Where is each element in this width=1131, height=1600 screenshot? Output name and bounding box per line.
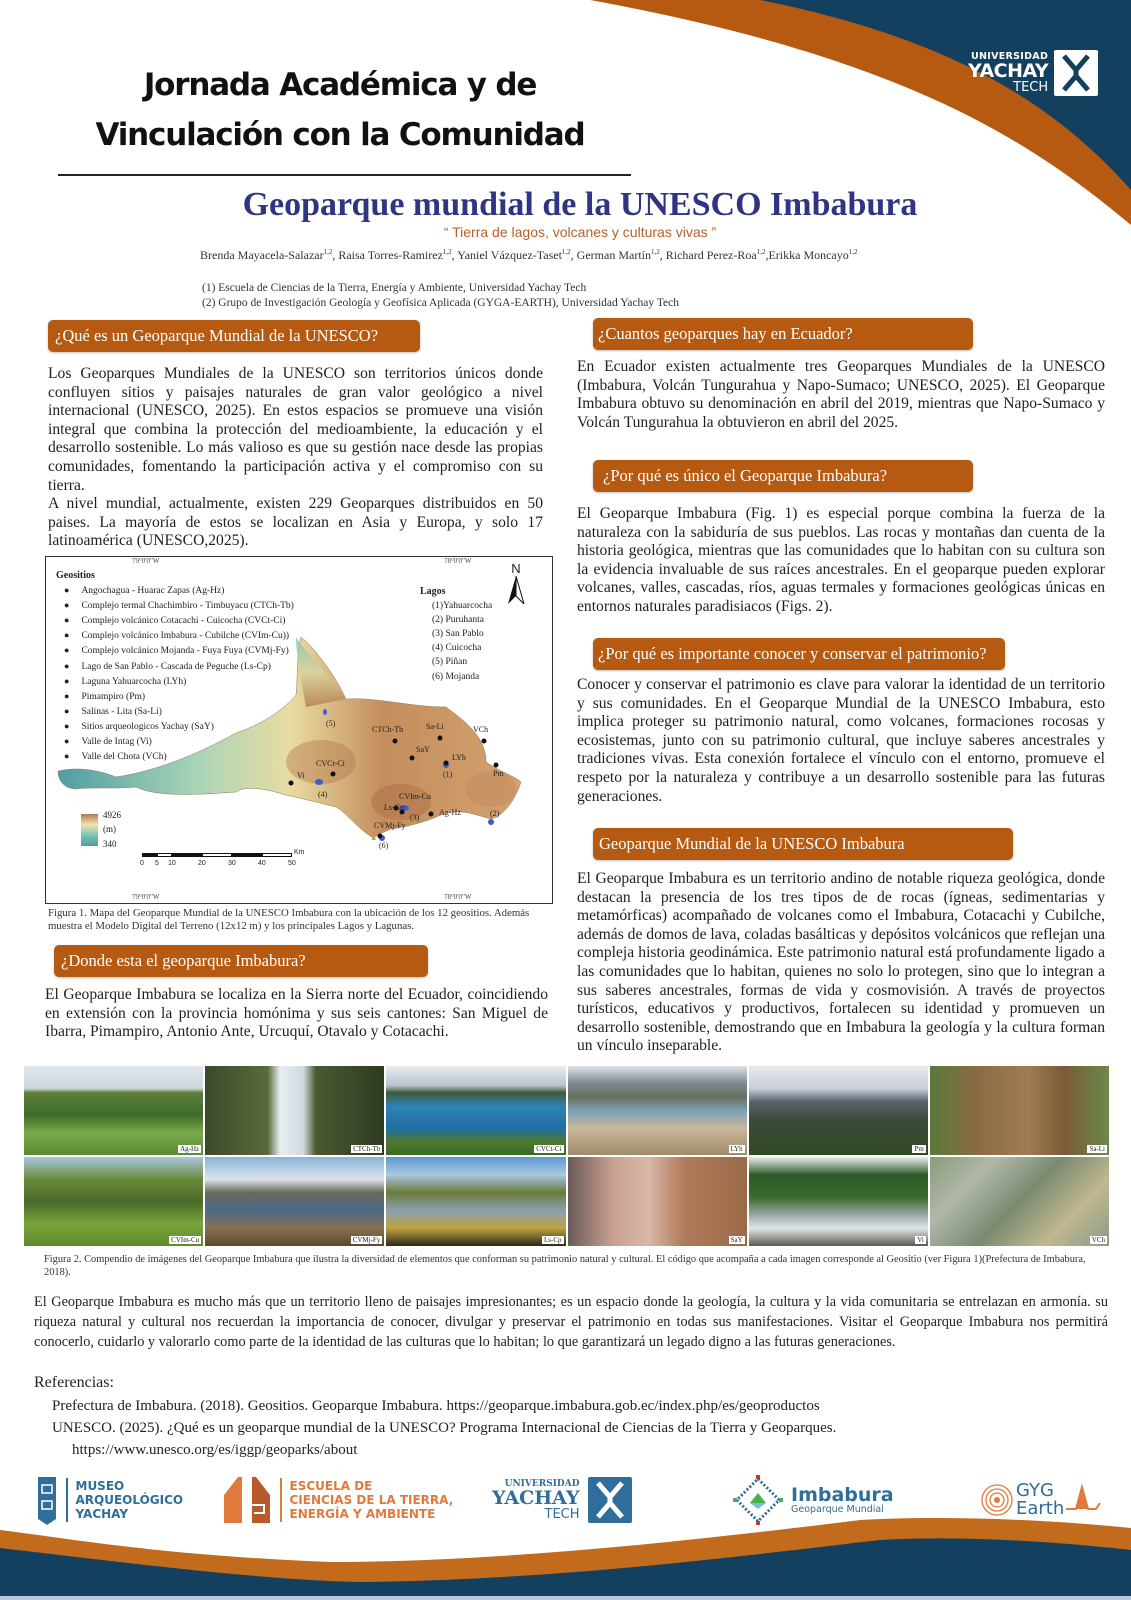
lakes-legend-title: Lagos xyxy=(420,586,446,597)
section-text-donde: El Geoparque Imbabura se localiza en la Sierra norte del Ecuador, coincidiendo en extensión con la provincia homónima y sus seis cantones: San Miguel de Ibarra, Pimampiro, Antonio Ante, Urcuquí, Otavalo y Cotacachi. xyxy=(45,986,548,1041)
photo-crater-lake xyxy=(386,1066,565,1155)
reference-link[interactable]: https://www.unesco.org/es/iggp/geoparks/about xyxy=(72,1442,358,1458)
author: German Martín$^{1,2}$ xyxy=(576,248,660,262)
geosite-legend-item: ● Salinas - Lita (Sa-Li) xyxy=(56,704,294,719)
geosite-legend-item: ● Lago de San Pablo - Cascada de Peguche (Ls-Cp) xyxy=(56,659,294,674)
site-label: CVCt-Ci xyxy=(316,759,345,768)
scale-tick: 5 xyxy=(155,860,159,867)
north-arrow-icon xyxy=(504,561,528,605)
imbabura-emblem-icon xyxy=(733,1475,783,1525)
lake-marker xyxy=(323,709,327,715)
geosite-legend-item: ● Complejo volcánico Mojanda - Fuya Fuya (CVMj-Fy) xyxy=(56,643,294,658)
author-affiliation-marker: 1,2 xyxy=(442,248,452,256)
photo-geosite-code: SaY xyxy=(730,1236,743,1244)
scale-tick: 30 xyxy=(228,860,236,867)
geosite-marker xyxy=(494,763,499,768)
geosite-legend-item: ● Sitios arqueologicos Yachay (SaY) xyxy=(56,719,294,734)
event-title-line2: Vinculación con la Comunidad xyxy=(95,117,585,153)
section-text-importante: Conocer y conservar el patrimonio es clave para valorar la identidad de un territorio y sus comunidades. En el Geoparque Mundial de la UNESCO Imbabura, esto implica proteger su patrimonio natural, como volcanes, formaciones rocosas y ecosistemas, junto con su patrimonio cultural, que incluye saberes ancestrales y tradiciones vivas. Esta conexión fortalece el vínculo con el entorno, promueve el respeto por la naturaleza y contribuye a un desarrollo sostenible para las futuras generaciones. xyxy=(577,676,1105,805)
author: Brenda Mayacela-Salazar$^{1,2}$ xyxy=(200,248,333,262)
photo-river-falls xyxy=(749,1157,928,1246)
scale-unit: Km xyxy=(294,849,305,856)
imbabura-geoparque-logo xyxy=(733,1472,894,1528)
photo-geosite-code: Sa-Li xyxy=(1089,1145,1105,1153)
lake-label: (2) xyxy=(490,809,500,818)
site-label: Pm xyxy=(493,769,504,778)
logo-text: MUSEO xyxy=(75,1479,125,1493)
section-text-unico: El Geoparque Imbabura (Fig. 1) es especial porque combina la fuerza de la naturaleza con la sabiduría de sus pueblos. Las rocas y montañas dan cuenta de la historia geológica, mientras que las comunidades que lo habitan con su cultura son la evidencia invaluable de sus raíces ancestrales. En el geoparque pueden explorar volcanes, valles, cascadas, ríos, aguas termales y formaciones geológicas únicas en entornos naturales paradisiacos (Figs. 2). xyxy=(577,505,1105,615)
author-affiliation-marker: 1,2 xyxy=(561,248,571,256)
section-text-geoparque: El Geoparque Imbabura es un territorio andino de notable riqueza geológica, donde destacan la presencia de los tres tipos de de rocas (ígneas, sedimentarias y metamórficas) acompañado de volcanes como el Imbabura, Cotacachi y Cubilche, además de domos de lava, coladas basálticas y depósitos volcánicos que reflejan una compleja historia geodinámica. Este patrimonio natural está profundamente ligado a las comunidades que lo habitan, quienes no solo lo protegen, sino que lo integran a sus saberes ancestrales, formas de vida y cosmovisión. A través de proyectos turísticos, educativos y productivos, fortalecen su identidad y promueven un desarrollo sostenible, demostrando que en Imbabura la geología y la cultura forman un vínculo inseparable. xyxy=(577,870,1105,1055)
map-coord: 78°0'0"W xyxy=(444,893,472,901)
photo-valley xyxy=(24,1066,203,1155)
author-affiliation-marker: 1,2 xyxy=(323,248,333,256)
scale-tick: 10 xyxy=(168,860,176,867)
affiliations xyxy=(202,281,902,311)
geosite-marker xyxy=(429,812,434,817)
geosite-marker xyxy=(289,781,294,786)
logo-text: ESCUELA DE xyxy=(289,1479,373,1493)
figure2-caption: Figura 2. Compendio de imágenes del Geoparque Imbabura que ilustra la diversidad de elementos que conforman su patrimonio natural y cultural. El código que acompaña a cada imagen corresponde al Geositio (ver Figura 1)(Prefectura de Imbabura, 2018). xyxy=(44,1254,1086,1278)
figure1-caption: Figura 1. Mapa del Geoparque Mundial de la UNESCO Imbabura con la ubicación de los 12 geositios. Además muestra el Modelo Digital del Terreno (12x12 m) y los principales Lagos y Lagunas. xyxy=(48,907,530,932)
author-affiliation-marker: 1,2 xyxy=(650,248,660,256)
site-label: SaY xyxy=(416,745,430,754)
photo-geosite-code: CVIm-Cu xyxy=(171,1236,200,1244)
lake-legend-item: (4) Cuicocha xyxy=(432,643,482,654)
gyga-peak-icon xyxy=(1066,1483,1102,1517)
paragraph: Los Geoparques Mundiales de la UNESCO son territorios únicos donde confluyen sitios y paisajes naturales de gran valor geológico a nivel internacional (UNESCO, 2025). En estos espacios se promueve una visión integral que combina la protección del medioambiente, la educación y el desarrollo sostenible. Lo más valioso es que su gestión nace desde las propias comunidades, fomentando la participación activa y el compromiso con su tierra. xyxy=(48,365,543,494)
logo-text: ENERGÍA Y AMBIENTE xyxy=(289,1507,436,1521)
map-coord: 79°0'0"W xyxy=(132,557,160,565)
photo-pottery xyxy=(568,1157,747,1246)
site-label: Ls-Cp xyxy=(384,803,404,812)
references-title: Referencias: xyxy=(34,1374,114,1391)
section-text-que-es xyxy=(48,365,543,551)
event-title-line1: Jornada Académica y de xyxy=(143,67,537,103)
author-affiliation-marker: 1,2 xyxy=(848,248,858,256)
author: Erikka Moncayo$^{1,2}$ xyxy=(768,248,858,262)
geosite-marker xyxy=(378,834,383,839)
logo-text: YACHAY xyxy=(75,1507,129,1521)
reference-item: Prefectura de Imbabura. (2018). Geositios. Geoparque Imbabura. https://geoparque.imbabura.gob.ec/index.php/es/geoproductos xyxy=(52,1398,820,1414)
geosites-legend-title: Geositios xyxy=(56,570,95,581)
logo-text: Geoparque Mundial xyxy=(791,1503,884,1515)
photo-thatched-hut xyxy=(930,1066,1109,1155)
yachay-tech-logo-icon xyxy=(1054,50,1098,96)
site-label: LYh xyxy=(452,753,466,762)
site-label: Vi xyxy=(297,771,305,780)
lake-marker xyxy=(488,819,494,825)
section-heading-que-es: ¿Qué es un Geoparque Mundial de la UNESCO? xyxy=(48,320,420,352)
author: Richard Perez-Roa$^{1,2}$ xyxy=(665,248,766,262)
header-divider xyxy=(58,174,631,176)
geosite-legend-item: ● Laguna Yahuarcocha (LYh) xyxy=(56,674,294,689)
site-label: Sa-Li xyxy=(426,722,444,731)
photo-geosite-code: Vi xyxy=(917,1236,924,1244)
section-heading-donde: ¿Donde esta el geoparque Imbabura? xyxy=(54,945,428,977)
reference-item: UNESCO. (2025). ¿Qué es un geoparque mundial de la UNESCO? Programa Internacional de Ciencias de la Tierra y Geoparques. xyxy=(52,1420,837,1436)
geosite-marker xyxy=(444,761,449,766)
photo-mountain-lakes xyxy=(205,1157,384,1246)
elevation-min: 340 xyxy=(103,839,117,849)
museo-emblem-icon xyxy=(36,1475,58,1525)
section-text-cuantos: En Ecuador existen actualmente tres Geoparques Mundiales de la UNESCO (Imbabura, Volcán Tungurahua y Napo-Sumaco; UNESCO, 2025). El Geoparque Imbabura obtuvo su denominación en abril del 2019, mientras que Napo-Sumaco y Volcán Tungurahua la obtuvieron en abril del 2025. xyxy=(577,358,1105,431)
geosite-marker xyxy=(331,772,336,777)
photo-volcano-fields xyxy=(24,1157,203,1246)
lake-label: (6) xyxy=(379,841,389,850)
lake-legend-item: (1)Yahuarcocha xyxy=(432,601,493,612)
elevation-gradient xyxy=(81,814,98,846)
photo-mountain xyxy=(749,1066,928,1155)
logo-text: GYG xyxy=(1016,1480,1054,1501)
logo-text-tech: TECH xyxy=(1013,79,1049,95)
logo-text-yachay: YACHAY xyxy=(968,59,1049,82)
photo-geosite-code: LYh xyxy=(730,1145,743,1153)
photo-geosite-code: Ls-Cp xyxy=(544,1236,562,1244)
map-coord: 78°0'0"W xyxy=(444,557,472,565)
lake-legend-item: (2) Puruhanta xyxy=(432,615,484,626)
scale-tick: 40 xyxy=(258,860,266,867)
geosite-legend-item: ● Pimampiro (Pm) xyxy=(56,689,294,704)
geosite-legend-item: ● Angochagua - Huarac Zapas (Ag-Hz) xyxy=(56,583,294,598)
photo-lake-volcano xyxy=(568,1066,747,1155)
site-label: Ag-Hz xyxy=(439,808,461,817)
geosite-legend-item: ● Complejo termal Chachimbiro - Timbuyacu (CTCh-Tb) xyxy=(56,598,294,613)
lake-marker xyxy=(315,779,323,785)
logo-text: CIENCIAS DE LA TIERRA, xyxy=(289,1493,454,1507)
paragraph: A nivel mundial, actualmente, existen 229 Geoparques distribuidos en 50 paises. La mayoría de estos se localizan en Asia y Europa, y solo 17 latinoamérica (UNESCO,2025). xyxy=(48,495,543,550)
scale-tick: 50 xyxy=(288,860,296,867)
logo-text: Imbabura xyxy=(791,1483,894,1506)
author-list: Brenda Mayacela-Salazar$^{1,2}$, Raisa Torres-Ramirez$^{1,2}$, Yaniel Vázquez-Taset$^{1,2}$, German Martín$^{1,2}$, Richard Perez-Roa$^{1,2}$,Erikka Moncayo$^{1,2}$ xyxy=(200,248,858,262)
photo-volcano-lake xyxy=(386,1157,565,1246)
logo-text-universidad: UNIVERSIDAD xyxy=(970,51,1049,63)
logo-text: ARQUEOLÓGICO xyxy=(75,1493,184,1507)
elevation-unit: (m) xyxy=(103,824,116,834)
logo-text: YACHAY xyxy=(492,1486,580,1509)
photo-geosite-code: CVMj-Fy xyxy=(352,1236,381,1244)
map-coord: 79°0'0"W xyxy=(132,893,160,901)
scale-tick: 20 xyxy=(198,860,206,867)
photo-geosite-code: CTCh-Tb xyxy=(353,1145,381,1153)
lakes-legend xyxy=(420,585,493,684)
yachay-tech-logo-icon xyxy=(588,1477,632,1523)
geosite-legend-item: ● Valle de Intag (Vi) xyxy=(56,734,294,749)
site-label: CTCh-Tb xyxy=(372,725,404,734)
escuela-ciencias-logo xyxy=(222,1472,453,1528)
geosite-marker xyxy=(482,739,487,744)
scale-tick: 0 xyxy=(140,860,144,867)
geosite-legend-item: ● Valle del Chota (VCh) xyxy=(56,749,294,764)
site-label: VCh xyxy=(473,725,489,734)
poster-title: Geoparque mundial de la UNESCO Imbabura xyxy=(242,186,918,223)
gyga-earth-logo xyxy=(980,1472,1102,1528)
museo-arqueologico-logo xyxy=(36,1472,183,1528)
yachay-tech-footer-logo xyxy=(492,1472,632,1528)
logo-text: Earth xyxy=(1016,1498,1065,1519)
elevation-max: 4926 xyxy=(103,810,121,820)
photo-waterfall xyxy=(205,1066,384,1155)
geosites-legend xyxy=(56,569,294,764)
lake-label: (1) xyxy=(443,770,453,779)
photo-rock-texture xyxy=(930,1157,1109,1246)
yachay-tech-logo xyxy=(968,48,1118,98)
geopark-map xyxy=(45,556,553,904)
geosite-marker xyxy=(410,756,415,761)
event-title xyxy=(80,60,600,160)
lake-legend-item: (6) Mojanda xyxy=(432,671,480,682)
lake-label: (5) xyxy=(326,719,336,728)
site-label: CVIm-Cu xyxy=(399,792,431,801)
geosite-marker xyxy=(393,739,398,744)
gyga-rings-icon xyxy=(980,1483,1014,1517)
lake-legend-item: (3) San Pablo xyxy=(432,629,484,640)
geosite-marker xyxy=(438,736,443,741)
closing-paragraph: El Geoparque Imbabura es mucho más que un territorio lleno de paisajes impresionantes; es un espacio donde la geología, la cultura y la vida comunitaria se entrelazan en armonía. su riqueza natural y cultural nos recuerdan la importancia de conocer, divulgar y preservar el patrimonio en todas sus manifestaciones. Visitar el Geoparque Imbabura nos permitirá conocerlo, cuidarlo y valorarlo como parte de la identidad de las culturas que lo habitan; lo que garantizará un legado digno a las futuras generaciones. xyxy=(34,1294,1108,1350)
section-heading-importante: ¿Por qué es importante conocer y conservar el patrimonio? xyxy=(593,638,1005,670)
section-heading-cuantos: ¿Cuantos geoparques hay en Ecuador? xyxy=(593,318,973,350)
affiliation: (1) Escuela de Ciencias de la Tierra, Energía y Ambiente, Universidad Yachay Tech xyxy=(202,282,587,294)
lake-label: (4) xyxy=(318,790,328,799)
north-label: N xyxy=(511,561,521,576)
photo-gallery xyxy=(24,1066,1109,1246)
site-label: CVMj-Fy xyxy=(374,821,406,830)
affiliation: (2) Grupo de Investigación Geología y Geofísica Aplicada (GYGA-EARTH), Universidad Yachay Tech xyxy=(202,297,680,309)
photo-geosite-code: Ag-Hz xyxy=(180,1145,200,1153)
geosite-legend-item: ● Complejo volcánico Cotacachi - Cuicocha (CVCt-Ci) xyxy=(56,613,294,628)
poster-subtitle: “ Tierra de lagos, volcanes y culturas vivas ” xyxy=(443,224,717,240)
photo-geosite-code: CVCt-Ci xyxy=(536,1145,562,1153)
logo-text: TECH xyxy=(544,1506,580,1522)
section-heading-geoparque: Geoparque Mundial de la UNESCO Imbabura xyxy=(593,828,1013,860)
lake-legend-item: (5) Piñan xyxy=(432,657,468,668)
photo-geosite-code: Pm xyxy=(914,1145,924,1153)
section-heading-unico: ¿Por qué es único el Geoparque Imbabura? xyxy=(593,460,973,492)
escuela-emblem-icon xyxy=(222,1475,272,1525)
author: Raisa Torres-Ramirez$^{1,2}$ xyxy=(338,248,452,262)
logo-text: UNIVERSIDAD xyxy=(504,1478,580,1489)
author-affiliation-marker: 1,2 xyxy=(756,248,766,256)
lake-label: (3) xyxy=(410,813,420,822)
photo-geosite-code: VCh xyxy=(1091,1236,1105,1244)
author: Yaniel Vázquez-Taset$^{1,2}$ xyxy=(457,248,571,262)
geosite-legend-item: ● Complejo volcánico Imbabura - Cubilche (CVIm-Cu)) xyxy=(56,628,294,643)
